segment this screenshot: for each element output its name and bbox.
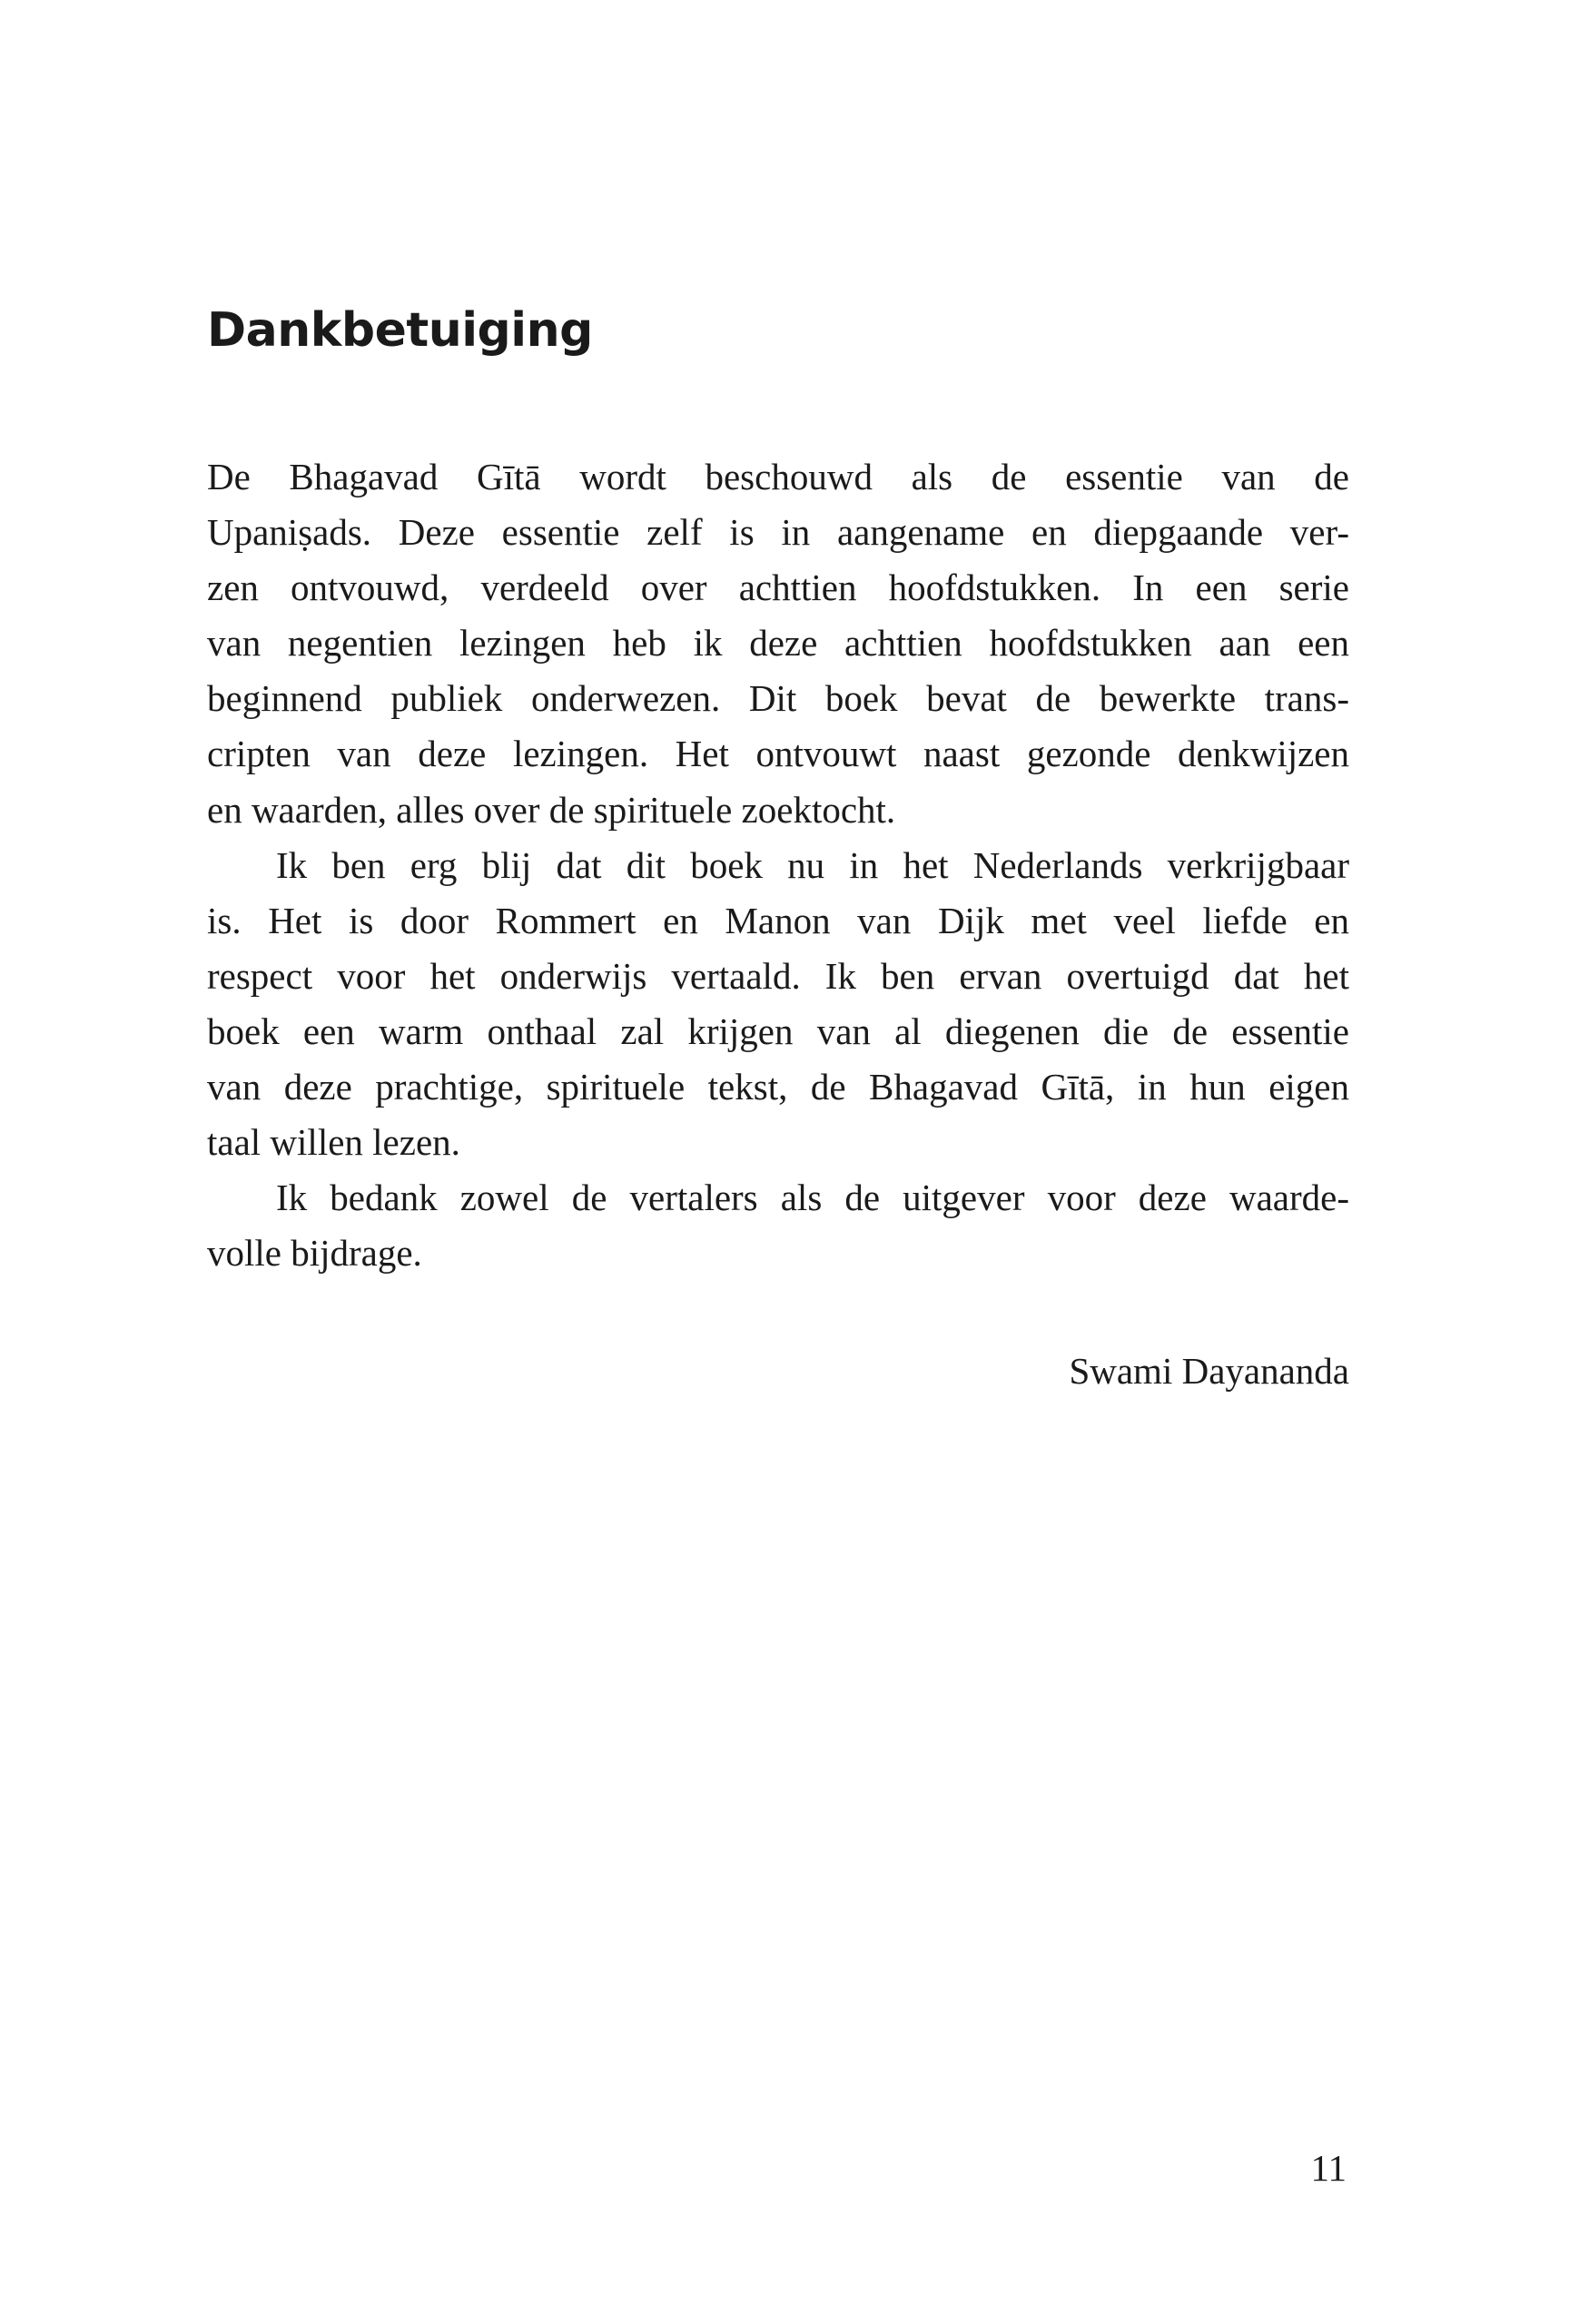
text-line: beginnend publiek onderwezen. Dit boek bevat de bewerkte trans- — [207, 677, 1349, 720]
text-line: respect voor het onderwijs vertaald. Ik ben ervan overtuigd dat het — [207, 954, 1349, 997]
text-line: is. Het is door Rommert en Manon van Dijk met veel liefde en — [207, 899, 1349, 941]
text-line: taal willen lezen. — [207, 1121, 460, 1164]
paragraph-1 — [207, 449, 1349, 838]
text-line: Upaniṣads. Deze essentie zelf is in aangename en diepgaande ver- — [207, 511, 1349, 554]
text-line: boek een warm onthaal zal krijgen van al diegenen die de essentie — [207, 1009, 1349, 1052]
paragraph-2 — [207, 838, 1349, 1171]
paragraph-3 — [207, 1170, 1349, 1281]
text-line: De Bhagavad Gītā wordt beschouwd als de essentie van de — [207, 456, 1349, 497]
text-line: en waarden, alles over de spirituele zoektocht. — [207, 788, 896, 831]
text-line: van deze prachtige, spirituele tekst, de Bhagavad Gītā, in hun eigen — [207, 1066, 1349, 1108]
text-line: Ik bedank zowel de vertalers als de uitgever voor deze waarde- — [276, 1177, 1349, 1219]
text-line: zen ontvouwd, verdeeld over achttien hoofdstukken. In een serie — [207, 566, 1349, 609]
text-line: cripten van deze lezingen. Het ontvouwt naast gezonde denkwijzen — [207, 733, 1349, 775]
page-number: 11 — [1310, 2147, 1347, 2189]
text-line: Ik ben erg blij dat dit boek nu in het Nederlands verkrijgbaar — [276, 843, 1349, 886]
author-signature: Swami Dayananda — [1069, 1350, 1349, 1392]
chapter-heading: Dankbetuiging — [207, 303, 593, 358]
text-line: van negentien lezingen heb ik deze achttien hoofdstukken aan een — [207, 622, 1349, 665]
text-line: volle bijdrage. — [207, 1232, 422, 1275]
body-text — [207, 449, 1349, 1281]
